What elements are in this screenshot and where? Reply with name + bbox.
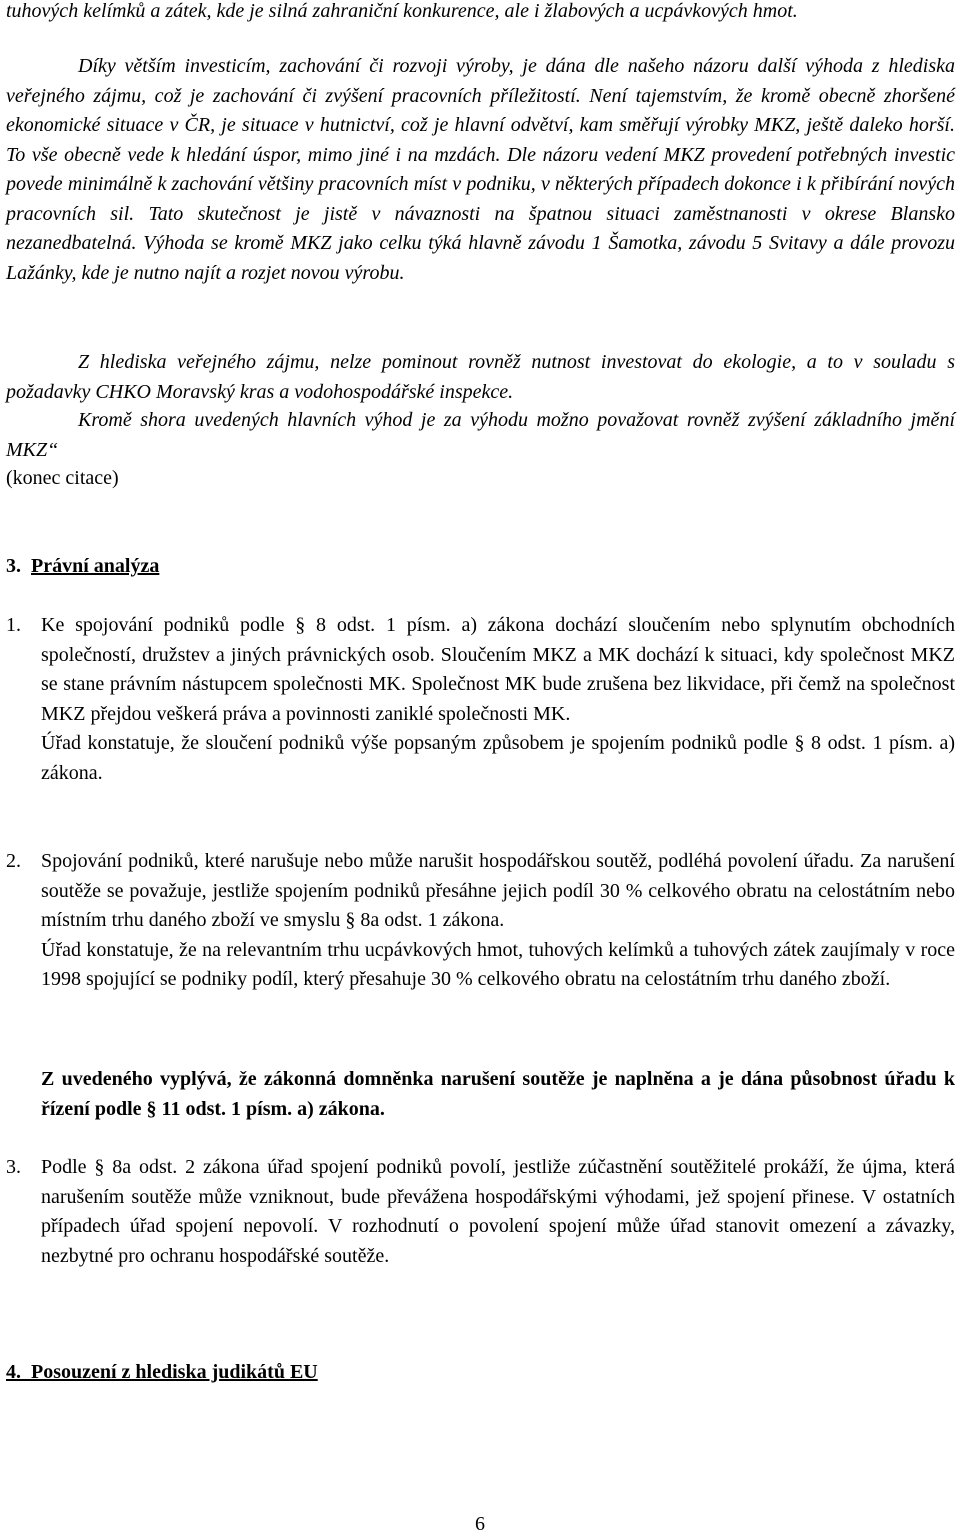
list-item-2	[6, 847, 955, 995]
quote-paragraph-4: Kromě shora uvedených hlavních výhod je za výhodu možno považovat rovněž zvýšení základního jmění MKZ“	[6, 409, 955, 461]
list-item-text-continued: Úřad konstatuje, že na relevantním trhu ucpávkových hmot, tuhových kelímků a tuhových zátek zaujímaly v roce 1998 spojující se podniky podíl, který přesahuje 30 % celkového obratu na celostátním trhu daného zboží.	[41, 938, 955, 990]
conclusion-statement: Z uvedeného vyplývá, že zákonná domněnka narušení soutěže je naplněna a je dána působnost úřadu k řízení podle § 11 odst. 1 písm. a) zákona.	[41, 1068, 955, 1120]
quote-paragraph-1: tuhových kelímků a zátek, kde je silná zahraniční konkurence, ale i žlabových a ucpávkových hmot.	[6, 0, 798, 22]
quote-paragraph-2: Díky větším investicím, zachování či rozvoji výroby, je dána dle našeho názoru další výhoda z hlediska veřejného zájmu, což je zachování či zvýšení pracovních příležitostí. Není tajemstvím, že kromě obecně zhoršené ekonomické situace v ČR, je situace v hutnictví, což je hlavní odvětví, kam směřují výrobky MKZ, ještě daleko horší. To vše obecně vede k hledání úspor, mimo jiné i na mzdách. Dle názoru vedení MKZ provedení potřebných investic povede minimálně k zachování většiny pracovních míst v podniku, v některých případech dokonce i k přibírání nových pracovních sil. Tato skutečnost je jistě v návaznosti na špatnou situaci zaměstnanosti v okrese Blansko nezanedbatelná. Výhoda se kromě MKZ jako celku týká hlavně závodu 1 Šamotka, závodu 5 Svitavy a dále provozu Lažánky, kde je nutno najít a rozjet novou výrobu.	[6, 55, 955, 284]
page-number: 6	[475, 1513, 485, 1535]
list-item-number: 3.	[6, 1156, 21, 1178]
list-item-text: Podle § 8a odst. 2 zákona úřad spojení podniků povolí, jestliže zúčastnění soutěžitelé prokáží, že újma, která narušením soutěže může vzniknout, bude převážena hospodářskými výhodami, jež spojení přinese. V ostatních případech úřad spojení nepovolí. V rozhodnutí o povolení spojení může úřad stanovit omezení a závazky, nezbytné pro ochranu hospodářské soutěže.	[41, 1156, 955, 1267]
section-heading-4	[6, 1358, 318, 1388]
section-heading-3	[6, 552, 159, 582]
section-number: 4.	[6, 1361, 21, 1383]
end-quote-note: (konec citace)	[6, 467, 119, 489]
section-number: 3.	[6, 555, 21, 577]
section-title: Posouzení z hlediska judikátů EU	[31, 1361, 318, 1383]
list-item-1	[6, 611, 955, 788]
list-item-number: 2.	[6, 850, 21, 872]
list-item-text-continued: Úřad konstatuje, že sloučení podniků výše popsaným způsobem je spojením podniků podle § 8 odst. 1 písm. a) zákona.	[41, 732, 955, 784]
list-item-number: 1.	[6, 614, 21, 636]
list-item-3	[6, 1153, 955, 1271]
list-item-text: Ke spojování podniků podle § 8 odst. 1 písm. a) zákona dochází sloučením nebo splynutím obchodních společností, družstev a jiných právnických osob. Sloučením MKZ a MK dochází k situaci, kdy společnost MKZ se stane právním nástupcem společnosti MK. Společnost MK bude zrušena bez likvidace, při čemž na společnost MKZ přejdou veškerá práva a povinnosti zaniklé společnosti MK.	[41, 614, 955, 725]
section-title: Právní analýza	[31, 555, 160, 577]
list-item-text: Spojování podniků, které narušuje nebo může narušit hospodářskou soutěž, podléhá povolení úřadu. Za narušení soutěže se považuje, jestliže spojením podniků přesáhne jejich podíl 30 % celkového obratu na celostátním nebo místním trhu daného zboží ve smyslu § 8a odst. 1 zákona.	[41, 850, 955, 931]
quote-paragraph-3: Z hlediska veřejného zájmu, nelze pominout rovněž nutnost investovat do ekologie, a to v souladu s požadavky CHKO Moravský kras a vodohospodářské inspekce.	[6, 351, 955, 403]
